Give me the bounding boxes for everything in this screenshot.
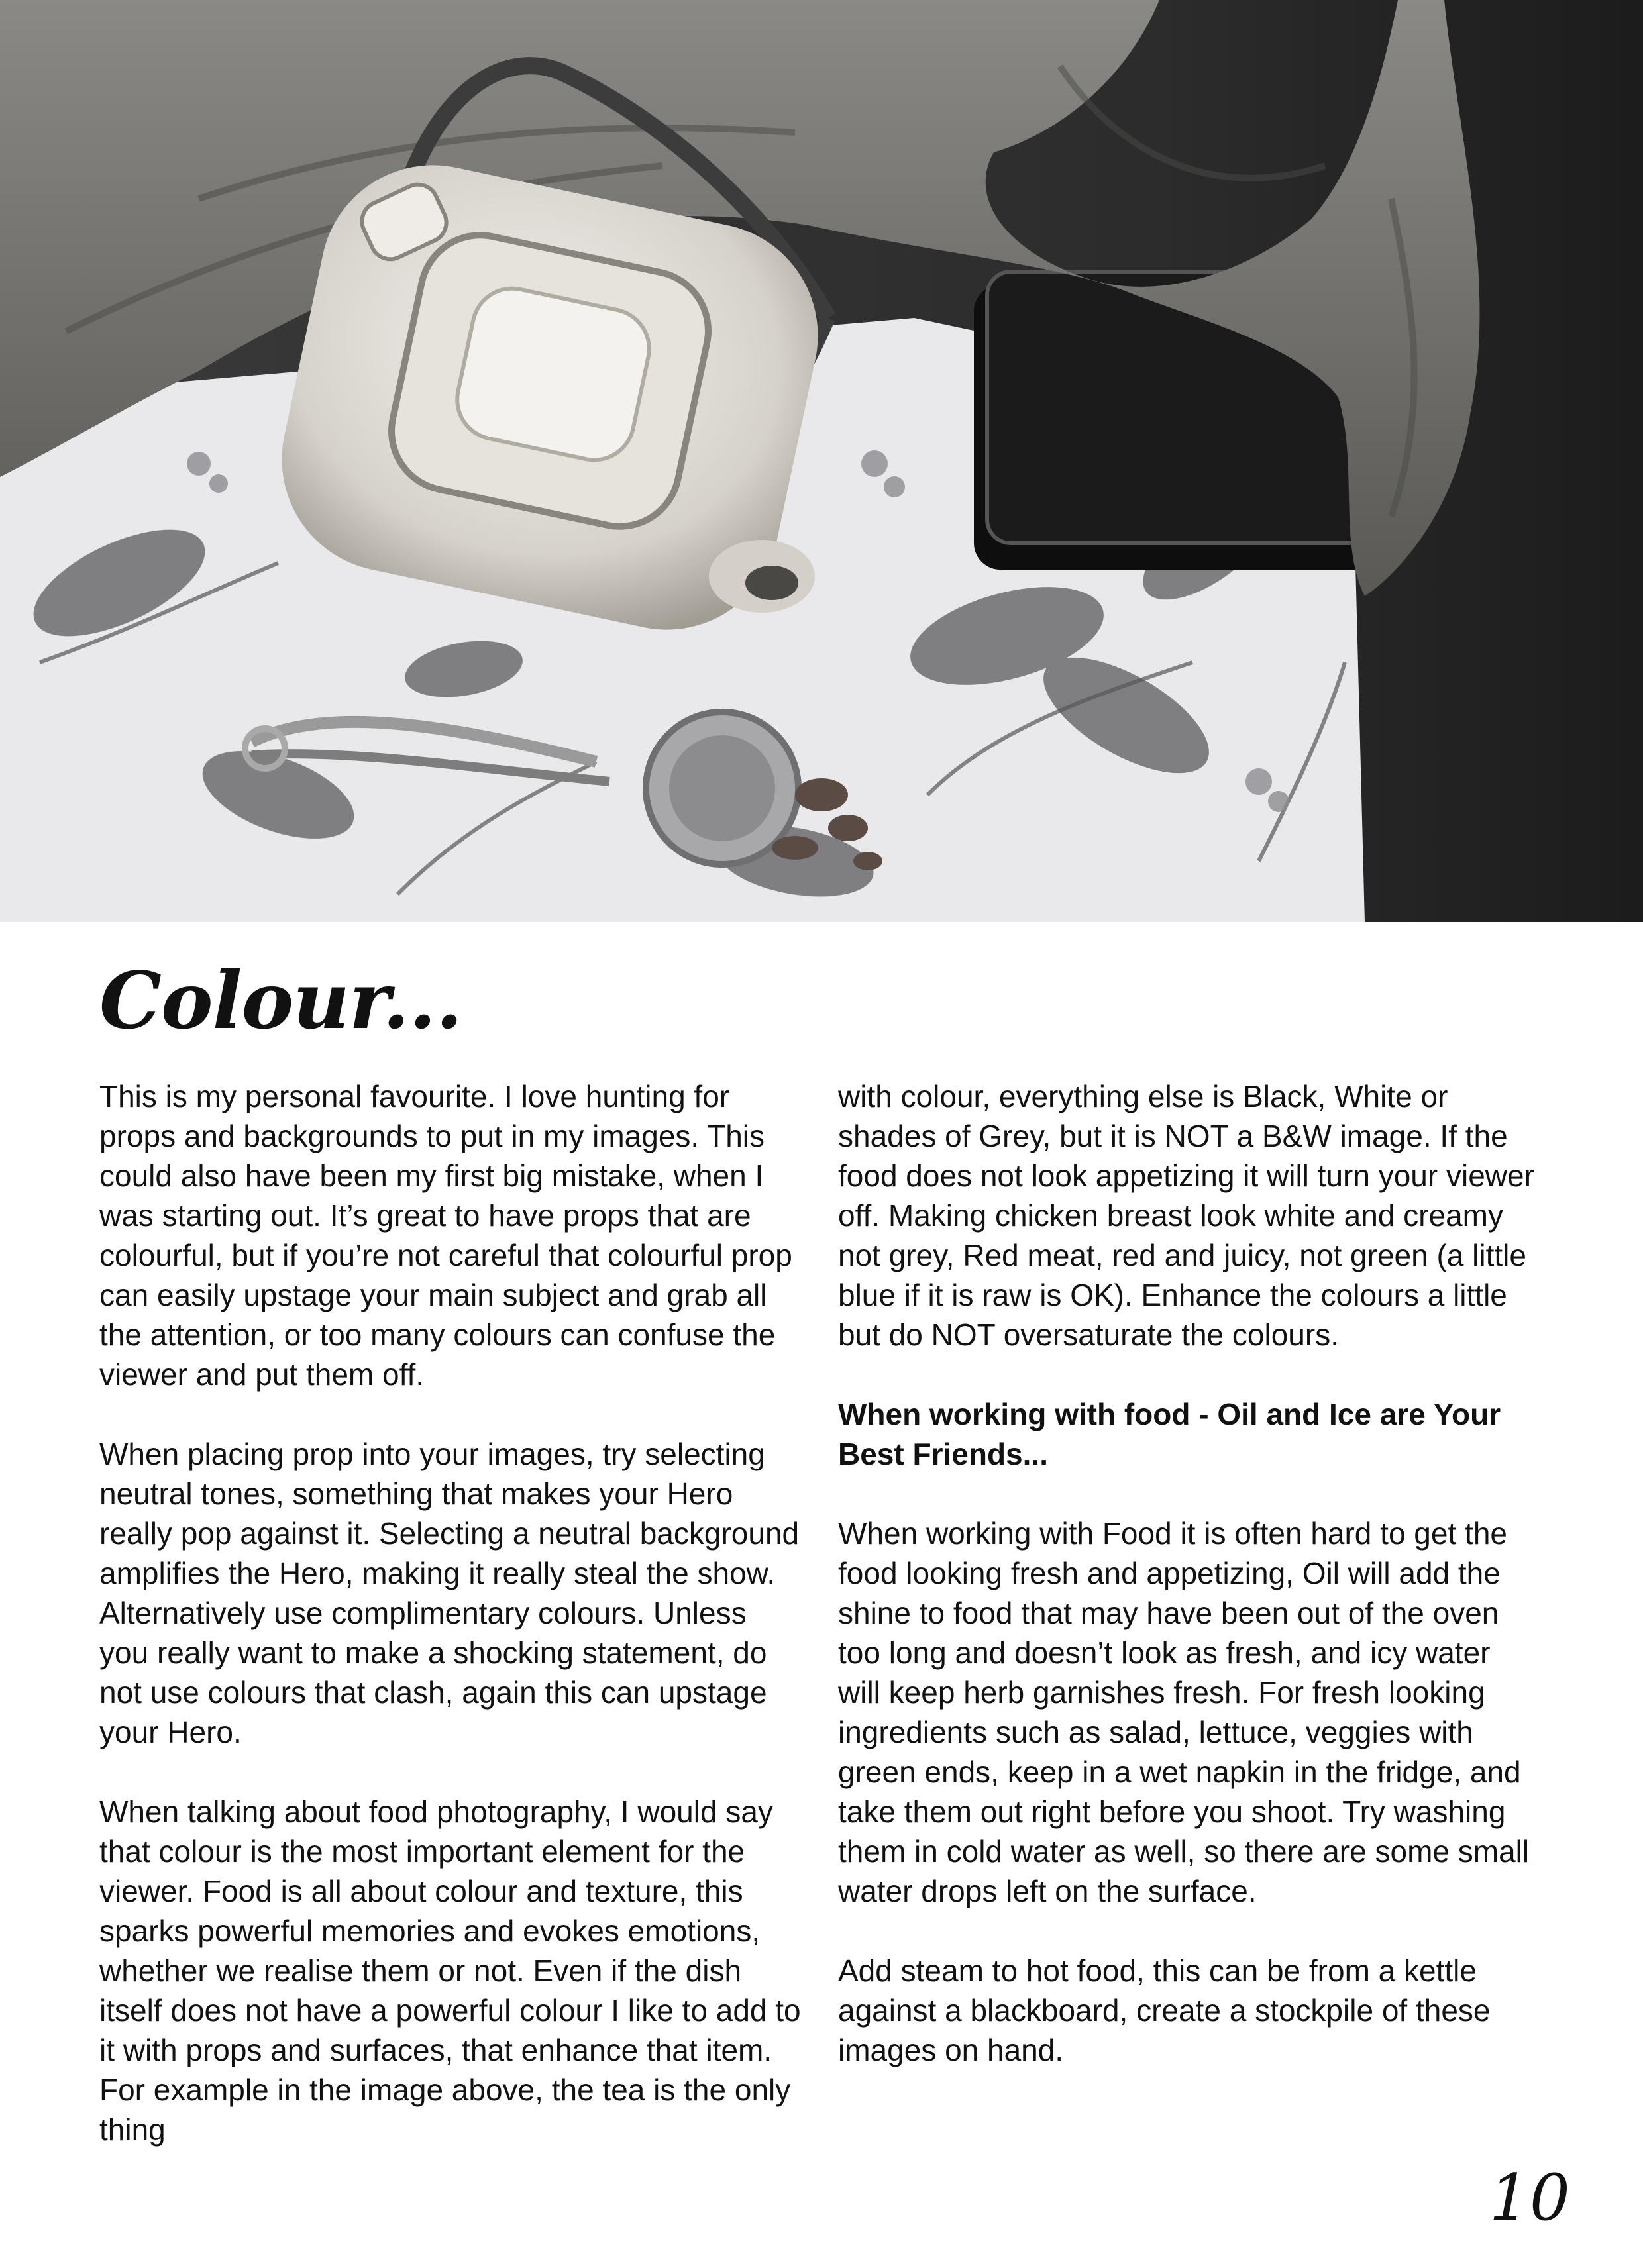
- left-column: [99, 1076, 802, 2189]
- right-paragraph-3: Add steam to hot food, this can be from a kettle against a blackboard, create a stockpile of these images on hand.: [838, 1953, 1491, 2067]
- left-paragraph-3: When talking about food photography, I would say that colour is the most important element for the viewer. Food is all about colour and texture, this sparks powerful memories and evokes emotions, whether we realise them or not. Even if the dish itself does not have a powerful colour I like to add to it with props and surfaces, that enhance that item. For example in the image above, the tea is the only thing: [99, 1794, 801, 2147]
- right-paragraph-1: with colour, everything else is Black, White or shades of Grey, but it is NOT a B&W image. If the food does not look appetizing it will turn your viewer off. Making chicken breast look white and creamy not grey, Red meat, red and juicy, not green (a little blue if it is raw is OK). Enhance the colours a little but do NOT oversaturate the colours.: [838, 1079, 1534, 1352]
- right-paragraph-2: When working with Food it is often hard to get the food looking fresh and appetizing, Oil will add the shine to food that may have been out of the oven too long and doesn’t look as fresh, and icy water will keep herb garnishes fresh. For fresh looking ingredients such as salad, lettuce, veggies with green ends, keep in a wet napkin in the fridge, and take them out right before you shoot. Try washing them in cold water as well, so there are some small water drops left on the surface.: [838, 1516, 1530, 1908]
- right-column: [838, 1076, 1540, 2110]
- left-paragraph-2: When placing prop into your images, try selecting neutral tones, something that makes your Hero really pop against it. Selecting a neutral background amplifies the Hero, making it really steal the show. Alternatively use complimentary colours. Unless you really want to make a shocking statement, do not use colours that clash, again this can upstage your Hero.: [99, 1437, 800, 1749]
- left-paragraph-1: This is my personal favourite. I love hunting for props and backgrounds to put in my images. This could also have been my first big mistake, when I was starting out. It’s great to have props that are colourful, but if you’re not careful that colourful prop can easily upstage your main subject and grab all the attention, or too many colours can confuse the viewer and put them off.: [99, 1079, 792, 1392]
- page-number: 10: [1489, 2161, 1570, 2235]
- right-subheading: When working with food - Oil and Ice are Your Best Friends...: [838, 1397, 1501, 1471]
- section-title: Colour...: [99, 954, 462, 1047]
- hero-photo: [0, 0, 1643, 922]
- right-subheading-paragraph: [838, 1394, 1540, 1474]
